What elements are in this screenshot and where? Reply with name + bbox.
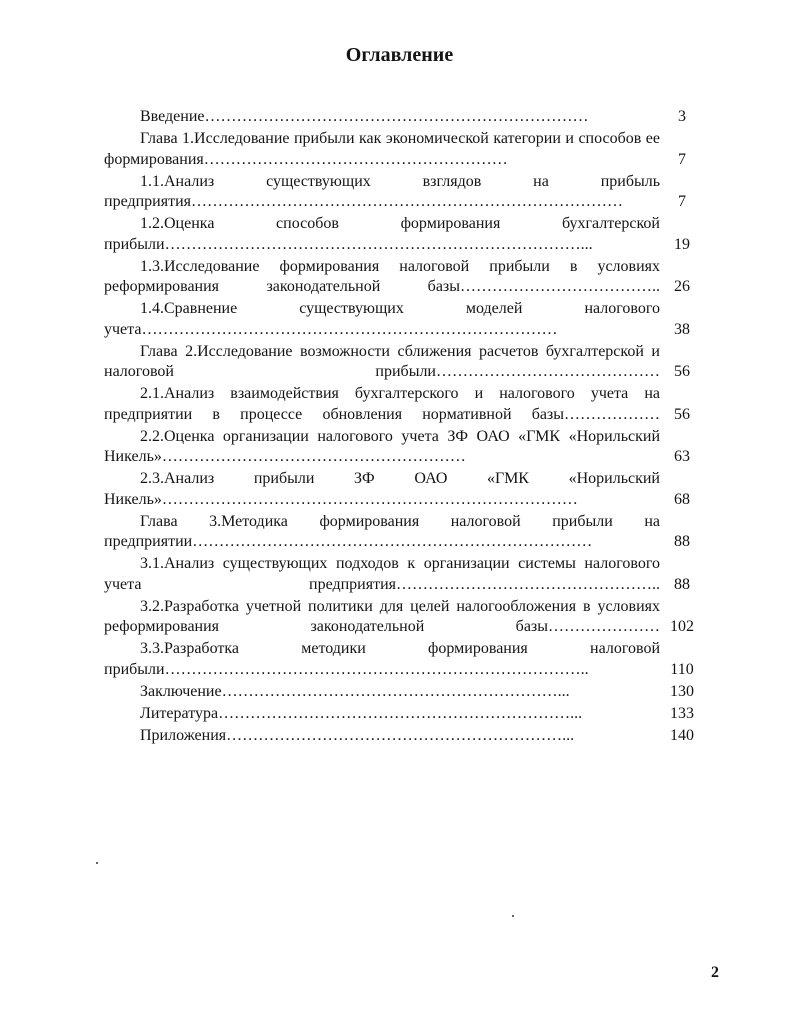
- toc-body: [104, 107, 704, 748]
- toc-entry-title: 3.2.Разработка учетной политики для целей налогообложения в условиях реформирования законодательной базы…………………: [104, 597, 660, 635]
- toc-entry: [104, 172, 704, 215]
- scan-speck: [512, 915, 514, 917]
- toc-entry-page: 63: [674, 448, 690, 465]
- toc-entry: [104, 554, 704, 597]
- toc-entry: [104, 512, 704, 555]
- toc-entry-page: 7: [678, 193, 686, 210]
- toc-entry-page: 88: [674, 575, 690, 593]
- toc-entry-title: Заключение………………………………………………………...: [140, 682, 570, 700]
- toc-entry-page: 3: [678, 108, 686, 125]
- toc-entry-page: 56: [674, 363, 690, 380]
- toc-entry: [104, 107, 704, 129]
- toc-entry: [104, 129, 704, 172]
- toc-entry-title: Глава 3.Методика формирования налоговой прибыли на предприятии…………………………………………………………………: [104, 512, 660, 550]
- toc-entry-page: 133: [670, 704, 694, 722]
- toc-entry-title: 1.2.Оценка способов формирования бухгалтерской прибыли……………………………………………………………………...: [104, 215, 660, 253]
- toc-entry-title: 1.3.Исследование формирования налоговой прибыли в условиях реформирования законодательной базы………………………………..: [104, 257, 660, 295]
- page-number: 2: [711, 964, 719, 981]
- toc-entry-page: 88: [674, 533, 690, 550]
- toc-entry-title: 1.1.Анализ существующих взглядов на прибыль предприятия………………………………………………………………………: [104, 172, 660, 210]
- toc-entry: [104, 682, 704, 704]
- toc-entry-page: 56: [674, 405, 690, 423]
- toc-entry: [104, 469, 704, 512]
- toc-entry-title: 2.1.Анализ взаимодействия бухгалтерского и налогового учета на предприятии в процессе обновления нормативной базы………………: [104, 385, 660, 423]
- toc-entry-page: 26: [674, 278, 690, 295]
- toc-entry-title: Литература…………………………………………………………...: [140, 704, 583, 722]
- toc-entry: [104, 639, 704, 682]
- toc-entry: [104, 726, 704, 748]
- toc-entry-page: 68: [674, 490, 690, 508]
- toc-entry-page: 7: [678, 150, 686, 168]
- toc-entry-title: 2.3.Анализ прибыли ЗФ ОАО «ГМК «Норильский Никель»……………………………………………………………………: [104, 470, 660, 508]
- toc-title: Оглавление: [345, 44, 454, 66]
- toc-entry-page: 102: [670, 618, 694, 635]
- toc-entry: [104, 704, 704, 726]
- toc-entry: [104, 299, 704, 342]
- toc-entry-title: Глава 1.Исследование прибыли как экономической категории и способов ее формирования…………………………………………………: [104, 130, 660, 168]
- toc-entry-page: 38: [674, 320, 690, 338]
- toc-entry: [104, 214, 704, 257]
- toc-entry-title: Введение………………………………………………………………: [140, 108, 589, 125]
- toc-entry-title: 2.2.Оценка организации налогового учета ЗФ ОАО «ГМК «Норильский Никель»…………………………………………………: [104, 427, 660, 465]
- toc-entry: [104, 597, 704, 640]
- toc-entry-title: Приложения………………………………………………………...: [140, 726, 575, 744]
- toc-entry: [104, 427, 704, 470]
- toc-entry-page: 140: [670, 726, 694, 744]
- toc-entry-page: 110: [670, 660, 694, 678]
- toc-entry-page: 130: [670, 682, 694, 700]
- toc-entry-title: 3.3.Разработка методики формирования налоговой прибыли……………………………………………………………………..: [104, 640, 660, 678]
- toc-entry-title: 1.4.Сравнение существующих моделей налогового учета……………………………………………………………………: [104, 300, 660, 338]
- scan-speck: [96, 862, 98, 864]
- toc-entry: [104, 342, 704, 385]
- toc-entry-title: 3.1.Анализ существующих подходов к организации системы налогового учета предприятия…………………………………………..: [104, 555, 660, 593]
- toc-entry-page: 19: [674, 235, 690, 253]
- toc-entry-title: Глава 2.Исследование возможности сближения расчетов бухгалтерской и налоговой прибыли……………………………………: [104, 342, 660, 380]
- toc-entry: [104, 257, 704, 300]
- toc-entry: [104, 384, 704, 427]
- table-of-contents: [104, 107, 704, 748]
